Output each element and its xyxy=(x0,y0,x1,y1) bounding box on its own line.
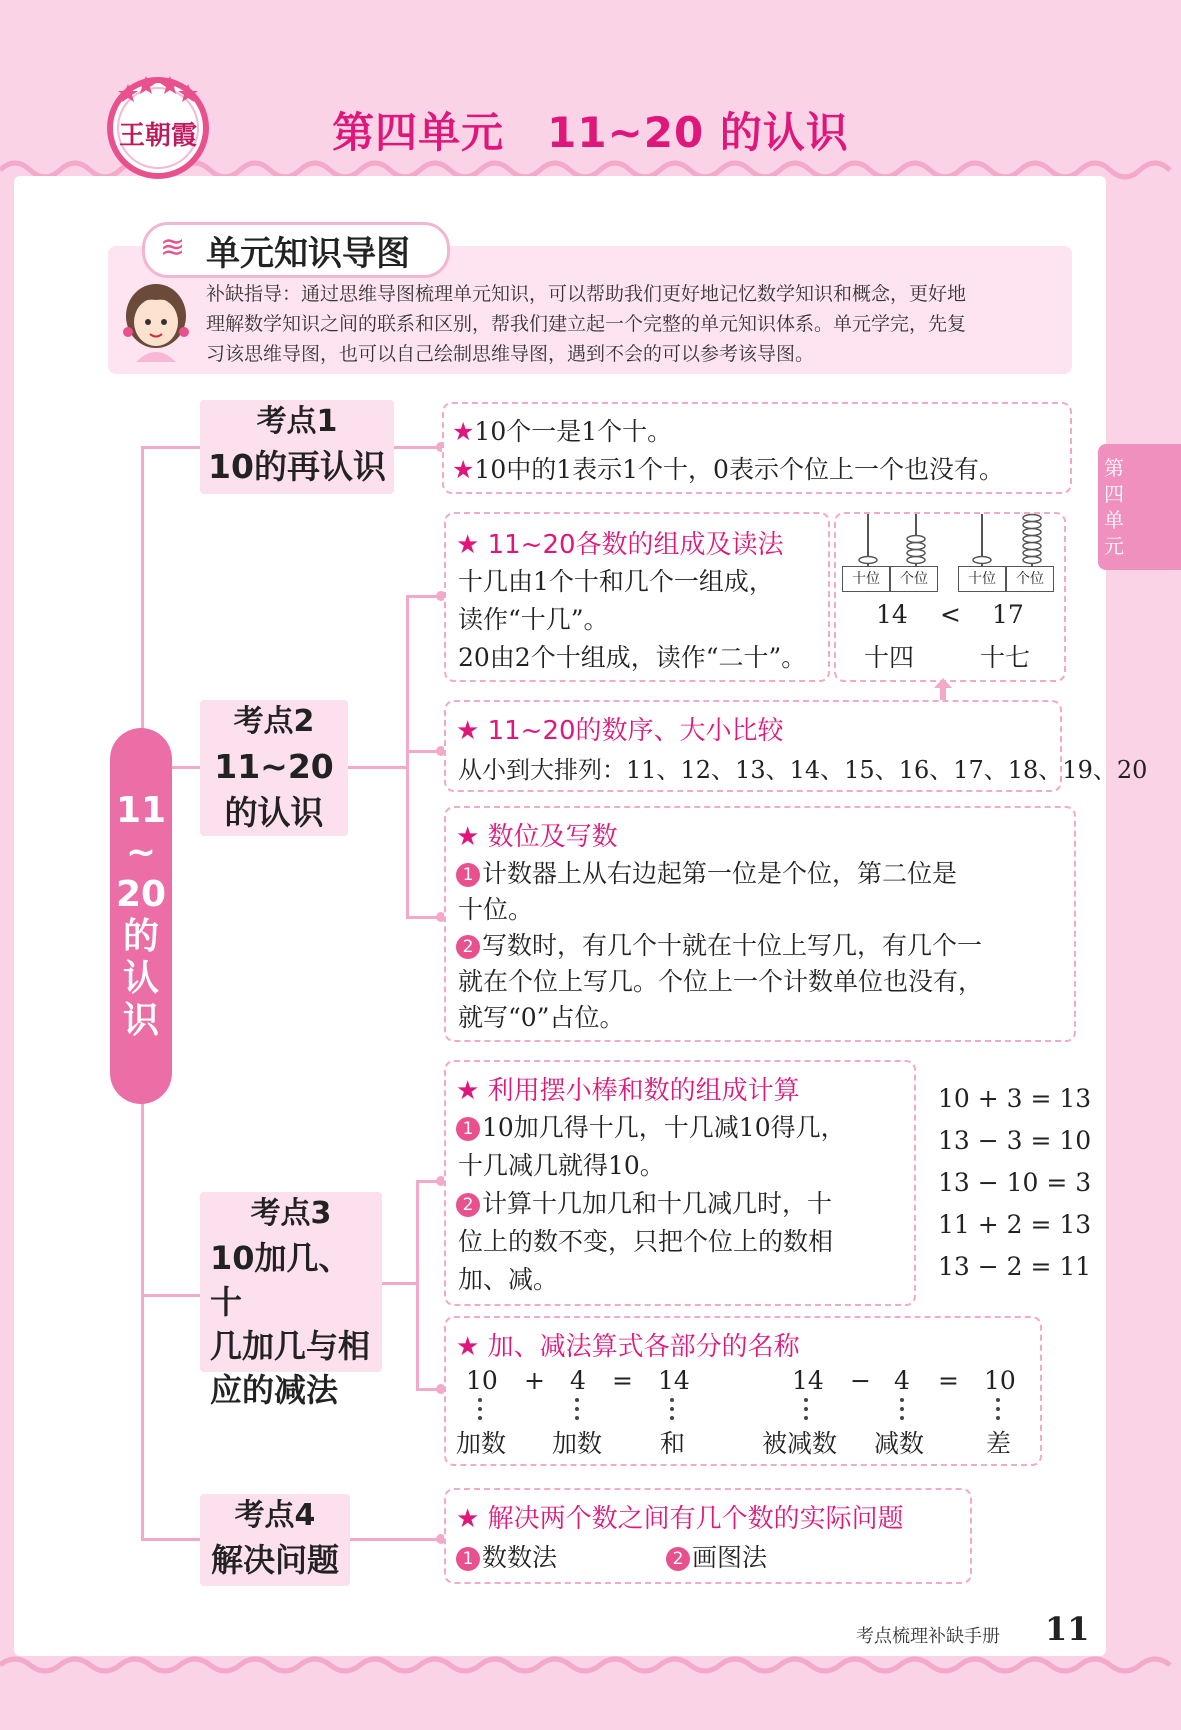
kaodian-2-label: 考点2 xyxy=(233,704,315,739)
subtraction-equals: = xyxy=(938,1366,959,1395)
main-topic-char: ~ xyxy=(125,832,157,873)
star-icon: ★ xyxy=(452,417,475,446)
kd2-card3-title-text: 数位及写数 xyxy=(487,822,618,852)
guide-line: 理解数学知识之间的联系和区别，帮我们建立起一个完整的单元知识体系。单元学完，先复 xyxy=(206,313,967,335)
number-badge: 2 xyxy=(456,1193,480,1217)
kd2-card1-line: 十几由1个十和几个一组成， xyxy=(458,567,774,596)
kaodian-3-box xyxy=(200,1192,382,1409)
kd2-card1-line: 读作“十几”。 xyxy=(458,605,609,634)
main-topic-char: 认 xyxy=(122,958,159,999)
kd1-item xyxy=(452,450,1004,486)
kd2-card3-text: 计数器上从右边起第一位是个位，第二位是 xyxy=(482,859,958,888)
star-icon: ★ xyxy=(456,1504,488,1534)
abacus-left-number: 14 xyxy=(876,600,908,629)
main-topic-char: 识 xyxy=(122,1000,159,1041)
dotted-connectors xyxy=(440,1396,1040,1426)
example-equation: 11 + 2 = 13 xyxy=(938,1210,1092,1239)
main-topic-label xyxy=(110,790,172,1042)
kaodian-4-box xyxy=(200,1494,350,1586)
star-icon: ★ xyxy=(452,455,475,484)
kaodian-3-title: 几加几与相 xyxy=(210,1327,371,1365)
abacus-right-reading: 十七 xyxy=(980,643,1031,672)
footer-wave-border xyxy=(0,1650,1181,1680)
branch-line xyxy=(382,1282,418,1285)
kaodian-2-title: 的认识 xyxy=(224,793,324,832)
number-badge: 1 xyxy=(456,1117,480,1141)
abacus-ones-cell: 个位 xyxy=(1006,566,1054,592)
kd3-card2-title-text: 加、减法算式各部分的名称 xyxy=(487,1332,800,1362)
kaodian-2-box xyxy=(200,700,348,836)
kd4-method-text: 数数法 xyxy=(482,1543,558,1572)
kaodian-4-label: 考点4 xyxy=(234,1498,316,1533)
section-title: 单元知识导图 xyxy=(206,234,410,274)
kd3-card1-title-text: 利用摆小棒和数的组成计算 xyxy=(487,1076,800,1106)
kd2-card3-line xyxy=(456,926,982,962)
arrow-up-icon xyxy=(934,678,952,700)
kd3-card1-line: 十几减几就得10。 xyxy=(458,1151,665,1180)
branch-line xyxy=(172,766,200,769)
number-badge: 1 xyxy=(456,863,480,887)
branch-line xyxy=(394,446,440,449)
example-equation: 13 − 2 = 11 xyxy=(938,1252,1092,1281)
addend-name: 加数 xyxy=(456,1429,507,1458)
kd2-card2-line: 从小到大排列：11、12、13、14、15、16、17、18、19、20 xyxy=(458,756,1148,784)
subtraction-operator: − xyxy=(850,1366,871,1395)
star-icon: ★ xyxy=(456,716,488,746)
kd3-card1-line xyxy=(456,1108,846,1144)
kd3-card1-title xyxy=(456,1070,800,1107)
star-icon: ★ xyxy=(456,1076,488,1106)
kd2-card3-line xyxy=(456,854,957,890)
guide-line: 补缺指导：通过思维导图梳理单元知识，可以帮助我们更好地记忆数学知识和概念，更好地 xyxy=(206,283,967,305)
kd1-item xyxy=(452,412,672,448)
kaodian-1-label: 考点1 xyxy=(256,404,338,439)
kaodian-3-title: 10加几、十 xyxy=(210,1239,351,1321)
page-title: 第四单元 11~20 的认识 xyxy=(332,108,849,157)
kd2-card2-title-text: 11~20的数序、大小比较 xyxy=(487,716,784,746)
wave-lines-icon: ≋ xyxy=(160,230,186,265)
branch-line xyxy=(406,750,440,753)
kd2-card3-line: 就写“0”占位。 xyxy=(458,1003,625,1032)
branch-line xyxy=(141,446,201,449)
difference-name: 差 xyxy=(986,1429,1012,1458)
branch-line xyxy=(406,595,409,918)
kd2-card3-line: 十位。 xyxy=(458,895,534,924)
addend-name: 加数 xyxy=(552,1429,603,1458)
example-equation: 13 − 10 = 3 xyxy=(938,1168,1092,1197)
kd4-card-title xyxy=(456,1498,904,1535)
kd2-card2-title xyxy=(456,710,784,747)
abacus-compare-sign: < xyxy=(940,600,961,629)
example-equation: 10 + 3 = 13 xyxy=(938,1084,1092,1113)
kd1-item-text: 10中的1表示1个十，0表示个位上一个也没有。 xyxy=(474,455,1004,484)
girl-avatar-icon xyxy=(118,276,194,362)
kd2-card1-title-text: 11~20各数的组成及读法 xyxy=(487,530,784,560)
branch-line xyxy=(348,766,408,769)
kd1-item-text: 10个一是1个十。 xyxy=(474,417,673,446)
guide-line: 习该思维导图，也可以自己绘制思维导图，遇到不会的可以参考该导图。 xyxy=(206,343,815,365)
logo-text: 王朝霞 xyxy=(118,121,197,151)
star-icon: ★ xyxy=(456,530,488,560)
kaodian-3-label: 考点3 xyxy=(250,1196,332,1231)
addition-operand: 10 xyxy=(466,1366,498,1395)
kd2-card3-title xyxy=(456,816,618,853)
kd3-card1-line: 加、减。 xyxy=(458,1265,559,1294)
footer-book-title: 考点梳理补缺手册 xyxy=(856,1626,1000,1647)
kd2-card3-text: 写数时，有几个十就在十位上写几，有几个一 xyxy=(482,931,983,960)
kd3-card1-text: 计算十几加几和十几减几时，十 xyxy=(482,1189,833,1218)
kaodian-1-box xyxy=(200,400,394,494)
kd2-card1-title xyxy=(456,524,784,561)
abacus-icon xyxy=(838,510,1058,566)
kd4-method xyxy=(666,1538,767,1574)
main-topic-char: 11 xyxy=(115,790,167,831)
guide-text xyxy=(206,279,1064,369)
kaodian-3-title: 应的减法 xyxy=(210,1371,339,1409)
star-icon: ★ xyxy=(456,1332,488,1362)
branch-line xyxy=(406,916,440,919)
kaodian-1-title: 10的再认识 xyxy=(208,447,386,486)
branch-line xyxy=(141,1538,201,1541)
abacus-tens-cell: 十位 xyxy=(842,566,890,592)
kd4-method-text: 画图法 xyxy=(692,1543,768,1572)
kd3-card2-title xyxy=(456,1326,800,1363)
abacus-ones-cell: 个位 xyxy=(890,566,938,592)
abacus-right-number: 17 xyxy=(992,600,1024,629)
number-badge: 1 xyxy=(456,1547,480,1571)
main-topic-char: 的 xyxy=(122,916,159,957)
example-equation: 13 − 3 = 10 xyxy=(938,1126,1092,1155)
main-topic-char: 20 xyxy=(115,874,167,915)
kd4-method xyxy=(456,1538,557,1574)
addition-equals: = xyxy=(612,1366,633,1395)
kd3-card1-line: 位上的数不变，只把个位上的数相 xyxy=(458,1227,834,1256)
branch-line xyxy=(141,1294,201,1297)
addition-operator: + xyxy=(524,1366,545,1395)
kaodian-2-title: 11~20 xyxy=(214,747,334,786)
kaodian-4-title: 解决问题 xyxy=(210,1541,339,1579)
addition-result: 14 xyxy=(658,1366,690,1395)
kd2-card3-line: 就在个位上写几。个位上一个计数单位也没有， xyxy=(458,967,984,996)
subtraction-result: 10 xyxy=(984,1366,1016,1395)
branch-line xyxy=(416,1180,419,1390)
kd2-card1-line: 20由2个十组成，读作“二十”。 xyxy=(458,643,807,672)
page-number: 11 xyxy=(1045,1610,1090,1648)
abacus-tens-cell: 十位 xyxy=(958,566,1006,592)
kd4-card-title-text: 解决两个数之间有几个数的实际问题 xyxy=(487,1504,904,1534)
number-badge: 2 xyxy=(456,935,480,959)
subtraction-operand: 14 xyxy=(792,1366,824,1395)
subtraction-operand: 4 xyxy=(894,1366,910,1395)
branch-line xyxy=(350,1538,440,1541)
abacus-left-reading: 十四 xyxy=(864,643,915,672)
star-icon: ★ xyxy=(456,822,488,852)
side-tab-label: 第四单元 xyxy=(1104,456,1124,558)
subtrahend-name: 减数 xyxy=(874,1429,925,1458)
minuend-name: 被减数 xyxy=(762,1429,838,1458)
kd3-card1-text: 10加几得十几，十几减10得几， xyxy=(482,1113,846,1142)
sum-name: 和 xyxy=(660,1429,686,1458)
addition-operand: 4 xyxy=(570,1366,586,1395)
kd3-card1-line xyxy=(456,1184,832,1220)
branch-line xyxy=(406,595,440,598)
number-badge: 2 xyxy=(666,1547,690,1571)
